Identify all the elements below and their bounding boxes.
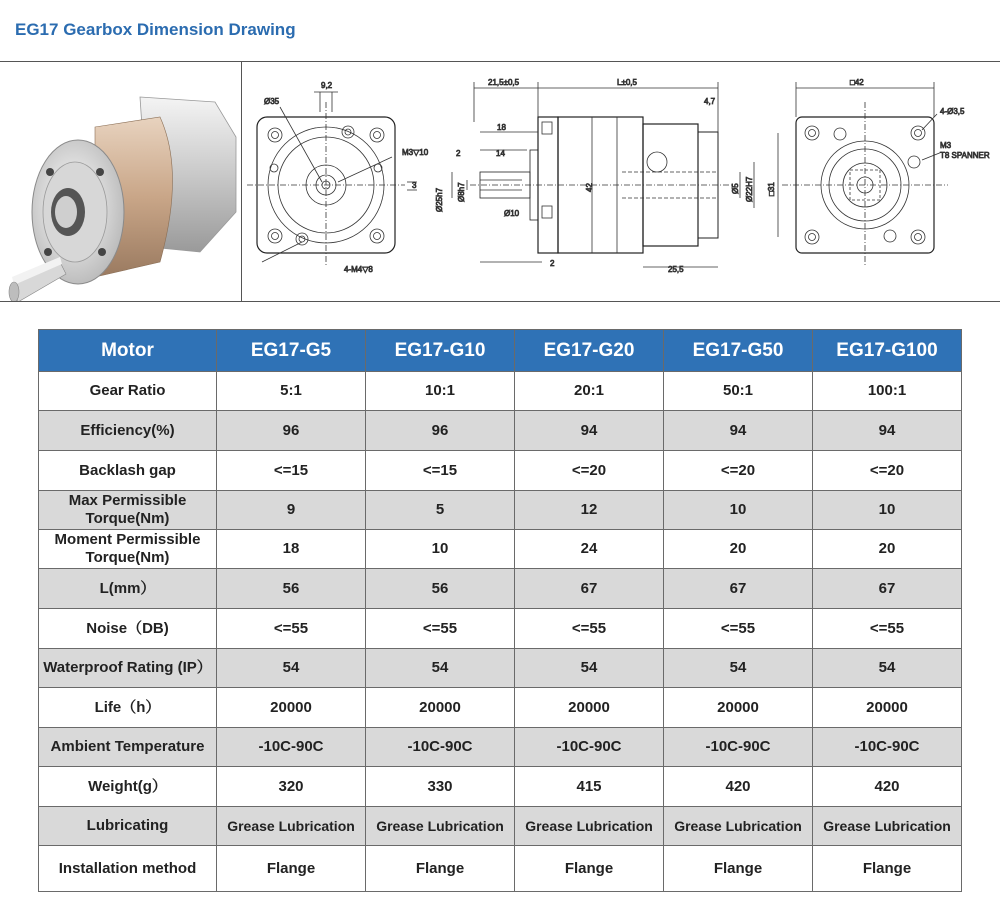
table-cell: 20	[664, 530, 813, 569]
table-cell: 420	[664, 767, 813, 807]
header-eg17-g50: EG17-G50	[664, 330, 813, 372]
table-cell: 100:1	[813, 372, 962, 411]
row-label: Noise（DB)	[39, 609, 217, 649]
table-row	[39, 451, 962, 491]
table-cell: 10	[664, 491, 813, 530]
table-row	[39, 569, 962, 609]
table-cell: 415	[515, 767, 664, 807]
table-cell: 54	[515, 649, 664, 688]
table-cell: 24	[515, 530, 664, 569]
table-cell: -10C-90C	[515, 728, 664, 767]
table-cell: Grease Lubrication	[813, 807, 962, 846]
row-label: Life（h）	[39, 688, 217, 728]
table-cell: 9	[217, 491, 366, 530]
header-eg17-g100: EG17-G100	[813, 330, 962, 372]
table-cell: 12	[515, 491, 664, 530]
table-row	[39, 609, 962, 649]
table-cell: Flange	[515, 846, 664, 892]
header-eg17-g5: EG17-G5	[217, 330, 366, 372]
label-rear-m3: M3	[940, 141, 952, 150]
table-cell: -10C-90C	[217, 728, 366, 767]
label-4-3-5: 4-Ø3,5	[940, 107, 965, 116]
table-cell: 94	[813, 411, 962, 451]
label-d5: Ø5	[731, 183, 740, 194]
table-cell: 67	[515, 569, 664, 609]
table-row	[39, 807, 962, 846]
side-view	[435, 78, 754, 274]
table-cell: 20000	[664, 688, 813, 728]
label-22h7: Ø22H7	[745, 176, 754, 202]
label-sq42: □42	[850, 78, 864, 87]
table-cell: 20000	[813, 688, 962, 728]
table-cell: 18	[217, 530, 366, 569]
table-cell: 94	[664, 411, 813, 451]
gearbox-photo	[0, 62, 241, 301]
row-label: Ambient Temperature	[39, 728, 217, 767]
table-cell: 54	[217, 649, 366, 688]
label-8h7: Ø8h7	[457, 182, 466, 202]
label-4-m4: 4-M4▽8	[344, 265, 373, 274]
table-cell: 20:1	[515, 372, 664, 411]
row-label: Max Permissible Torque(Nm)	[39, 491, 217, 530]
table-cell: 54	[664, 649, 813, 688]
label-14: 14	[496, 149, 505, 158]
table-cell: <=20	[515, 451, 664, 491]
table-cell: <=55	[217, 609, 366, 649]
table-cell: 50:1	[664, 372, 813, 411]
row-label: Lubricating	[39, 807, 217, 846]
table-cell: Flange	[664, 846, 813, 892]
table-cell: Flange	[217, 846, 366, 892]
table-row	[39, 530, 962, 569]
table-row	[39, 491, 962, 530]
table-row	[39, 688, 962, 728]
label-9-2: 9,2	[321, 81, 333, 90]
table-cell: <=55	[664, 609, 813, 649]
label-21-5: 21,5±0,5	[488, 78, 520, 87]
label-42: 42	[585, 183, 594, 192]
table-cell: <=15	[366, 451, 515, 491]
table-row	[39, 767, 962, 807]
table-cell: Grease Lubrication	[366, 807, 515, 846]
table-cell: 20000	[515, 688, 664, 728]
table-cell: -10C-90C	[664, 728, 813, 767]
table-cell: 20	[813, 530, 962, 569]
table-cell: <=15	[217, 451, 366, 491]
header-motor: Motor	[39, 330, 217, 372]
table-cell: Flange	[366, 846, 515, 892]
drawing-band	[0, 61, 1000, 302]
rear-view	[767, 78, 990, 267]
row-label: Moment Permissible Torque(Nm)	[39, 530, 217, 569]
label-t8-spanner: T8 SPANNER	[940, 151, 990, 160]
row-label: Waterproof Rating (IP）	[39, 649, 217, 688]
table-cell: 56	[217, 569, 366, 609]
table-cell: 330	[366, 767, 515, 807]
table-cell: 96	[366, 411, 515, 451]
label-18: 18	[497, 123, 506, 132]
header-eg17-g10: EG17-G10	[366, 330, 515, 372]
table-cell: <=20	[664, 451, 813, 491]
label-L: L±0,5	[617, 78, 637, 87]
table-cell: <=55	[515, 609, 664, 649]
table-cell: 20000	[366, 688, 515, 728]
table-row	[39, 649, 962, 688]
row-label: Efficiency(%)	[39, 411, 217, 451]
table-cell: <=55	[813, 609, 962, 649]
table-cell: Grease Lubrication	[515, 807, 664, 846]
table-cell: 5:1	[217, 372, 366, 411]
table-row	[39, 728, 962, 767]
label-d35: Ø35	[264, 97, 280, 106]
label-25-5: 25,5	[668, 265, 684, 274]
label-2a: 2	[456, 149, 461, 158]
table-cell: 320	[217, 767, 366, 807]
table-row	[39, 372, 962, 411]
table-cell: Grease Lubrication	[664, 807, 813, 846]
table-header-row	[39, 330, 962, 372]
table-cell: 94	[515, 411, 664, 451]
table-cell: 10:1	[366, 372, 515, 411]
row-label: Gear Ratio	[39, 372, 217, 411]
header-eg17-g20: EG17-G20	[515, 330, 664, 372]
table-cell: Grease Lubrication	[217, 807, 366, 846]
row-label: Installation method	[39, 846, 217, 892]
table-cell: -10C-90C	[366, 728, 515, 767]
label-d10: Ø10	[504, 209, 520, 218]
table-cell: 420	[813, 767, 962, 807]
label-2b: 2	[550, 259, 555, 268]
table-cell: 96	[217, 411, 366, 451]
row-label: Backlash gap	[39, 451, 217, 491]
table-cell: 56	[366, 569, 515, 609]
table-cell: 10	[813, 491, 962, 530]
table-cell: 5	[366, 491, 515, 530]
table-cell: <=55	[366, 609, 515, 649]
dimension-drawings	[242, 62, 1000, 301]
table-cell: 20000	[217, 688, 366, 728]
row-label: L(mm）	[39, 569, 217, 609]
table-cell: Flange	[813, 846, 962, 892]
row-label: Weight(g）	[39, 767, 217, 807]
spec-table	[38, 329, 962, 892]
table-cell: 54	[813, 649, 962, 688]
table-cell: 67	[664, 569, 813, 609]
table-cell: 67	[813, 569, 962, 609]
front-view	[247, 81, 429, 274]
page-title: EG17 Gearbox Dimension Drawing	[15, 20, 296, 39]
table-cell: 54	[366, 649, 515, 688]
table-row	[39, 411, 962, 451]
table-cell: 10	[366, 530, 515, 569]
table-row	[39, 846, 962, 892]
label-3: 3	[412, 181, 417, 190]
label-m3: M3▽10	[402, 148, 429, 157]
table-cell: -10C-90C	[813, 728, 962, 767]
label-sq31: □31	[767, 182, 776, 196]
label-25h7: Ø25h7	[435, 187, 444, 212]
table-cell: <=20	[813, 451, 962, 491]
label-4-7: 4,7	[704, 97, 716, 106]
